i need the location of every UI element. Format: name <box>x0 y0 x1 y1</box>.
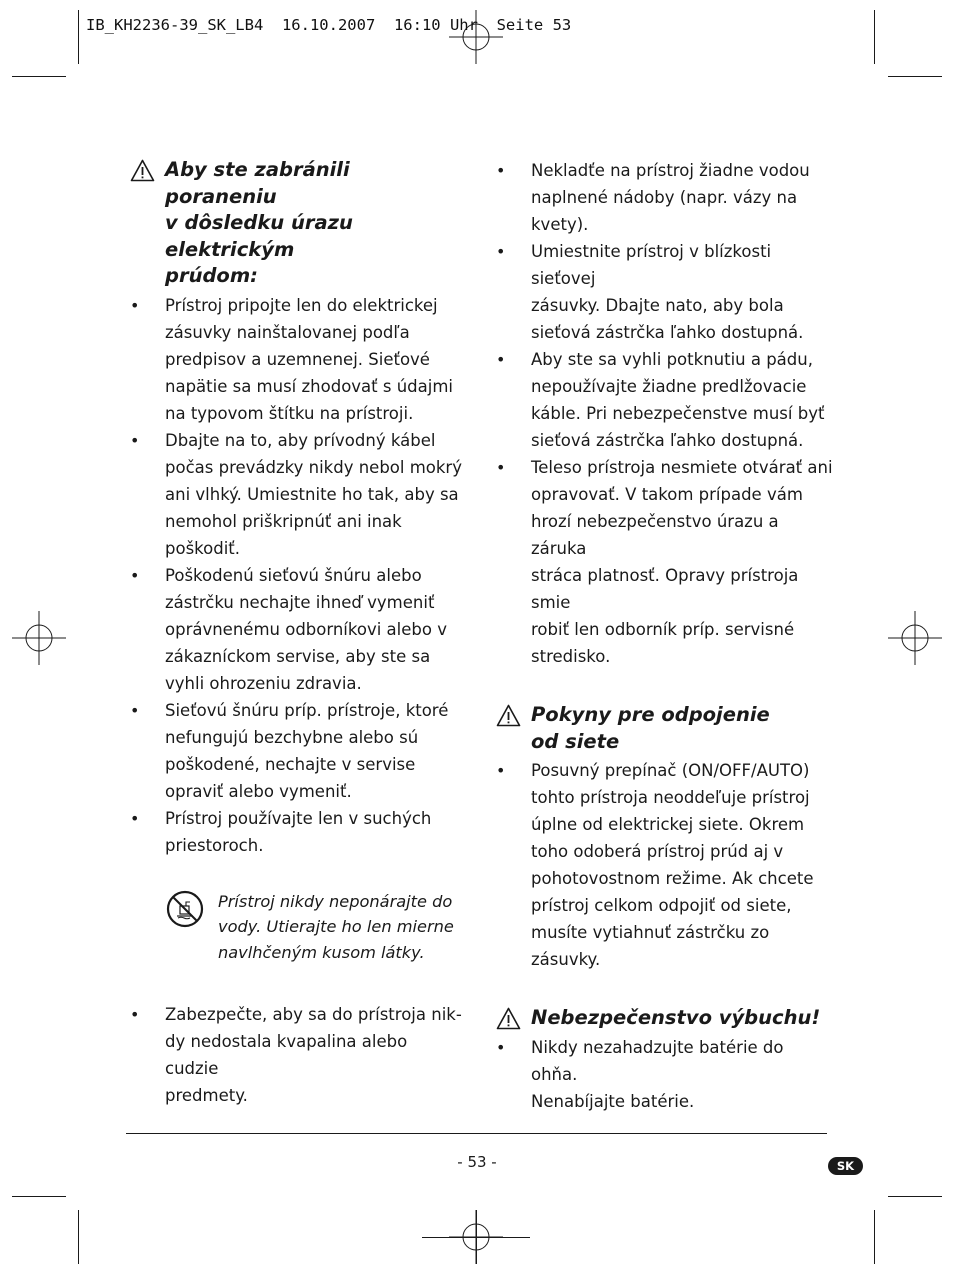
text-line: nemohol priškripnúť ani inak poškodiť. <box>165 511 402 558</box>
text-line: toho odoberá prístroj prúd aj v <box>531 842 784 861</box>
text-line: • Poškodenú sieťovú šnúru alebo <box>165 565 422 585</box>
heading-line: Pokyny pre odpojenie <box>531 703 770 726</box>
crop-mark <box>78 1210 79 1264</box>
crop-mark <box>888 1196 942 1197</box>
left-column <box>130 157 465 1109</box>
section-gap <box>496 973 834 1005</box>
bullet-item <box>496 157 834 238</box>
explosion-heading <box>496 1005 834 1032</box>
footer-divider <box>126 1133 827 1134</box>
text-line: • Prístroj pripojte len do elektrickej <box>165 295 438 315</box>
text-line: prístroj celkom odpojiť od siete, <box>531 896 792 915</box>
text-line: naplnené nádoby (napr. vázy na <box>531 188 798 207</box>
crop-mark <box>888 76 942 77</box>
bullet-item <box>496 454 834 670</box>
bullet-item <box>130 697 465 805</box>
text-line: sieťová zástrčka ľahko dostupná. <box>531 323 804 342</box>
note-line: Prístroj nikdy neponárajte do <box>218 891 453 911</box>
electric-shock-heading <box>130 157 465 290</box>
text-line: Nenabíjajte batérie. <box>531 1091 695 1111</box>
registration-mark-icon <box>12 611 66 665</box>
safety-bullet-list <box>130 292 465 859</box>
text-line: úplne od elektrickej siete. Okrem <box>531 815 805 834</box>
crop-mark <box>874 10 875 64</box>
bullet-item <box>130 1001 465 1109</box>
text-line: na typovom štítku na prístroji. <box>165 403 414 423</box>
warning-triangle-icon <box>496 704 521 727</box>
text-line: predpisov a uzemnenej. Sieťové <box>165 349 430 369</box>
note-line: vody. Utierajte ho len mierne <box>218 917 454 936</box>
text-line: opravovať. V takom prípade vám <box>531 485 803 504</box>
crop-mark <box>12 76 66 77</box>
text-line: sieťová zástrčka ľahko dostupná. <box>531 431 804 450</box>
text-line: • Dbajte na to, aby prívodný kábel <box>165 430 436 450</box>
text-line: nefungujú bezchybne alebo sú <box>165 727 419 747</box>
text-line: stredisko. <box>531 647 611 666</box>
heading-line: Nebezpečenstvo výbuchu! <box>531 1006 821 1029</box>
no-immersion-icon <box>166 890 204 928</box>
language-badge: SK <box>828 1157 863 1175</box>
text-line: poškodené, nechajte v servise <box>165 754 416 774</box>
no-immersion-note <box>130 889 465 966</box>
explosion-bullet-list <box>496 1034 834 1115</box>
disconnect-heading <box>496 702 834 755</box>
text-line: vyhli ohrozeniu zdravia. <box>165 673 362 693</box>
bullet-item <box>496 757 834 973</box>
text-line: zásuvky nainštalovanej podľa <box>165 322 410 342</box>
text-line: priestoroch. <box>165 835 264 855</box>
bullet-item <box>496 238 834 346</box>
warning-triangle-icon <box>130 159 155 182</box>
text-line: • Teleso prístroja nesmiete otvárať ani <box>531 458 833 477</box>
bullet-item <box>130 427 465 562</box>
bullet-item <box>130 562 465 697</box>
note-line: navlhčeným kusom látky. <box>218 942 425 962</box>
text-line: káble. Pri nebezpečenstve musí byť <box>531 404 825 423</box>
text-line: zákazníckom servise, aby ste sa <box>165 646 431 666</box>
heading-line: Aby ste zabránili poraneniu <box>165 158 350 208</box>
text-line: • Zabezpečte, aby sa do prístroja nik- <box>165 1005 462 1024</box>
bullet-item <box>496 1034 834 1115</box>
text-line: počas prevádzky nikdy nebol mokrý <box>165 457 462 477</box>
text-line: tohto prístroja neoddeľuje prístroj <box>531 788 810 807</box>
text-line: hrozí nebezpečenstvo úrazu a záruka <box>531 512 779 558</box>
crop-mark <box>422 1237 530 1238</box>
warning-triangle-icon <box>496 1007 521 1030</box>
text-line: stráca platnosť. Opravy prístroja smie <box>531 566 799 612</box>
text-line: opraviť alebo vymeniť. <box>165 781 352 801</box>
safety-bullet-list <box>130 1001 465 1109</box>
text-line: • Nikdy nezahadzujte batérie do ohňa. <box>531 1037 784 1084</box>
page-number: - 53 - <box>457 1153 497 1171</box>
text-line: dy nedostala kvapalina alebo cudzie <box>165 1032 408 1078</box>
safety-bullet-list <box>496 157 834 670</box>
print-slug: IB_KH2236-39_SK_LB4 16.10.2007 16:10 Uhr Seite 53 <box>86 16 572 34</box>
registration-mark-icon <box>888 611 942 665</box>
text-line: • Posuvný prepínač (ON/OFF/AUTO) <box>531 761 810 780</box>
section-gap <box>496 670 834 702</box>
heading-line: od siete <box>531 729 620 753</box>
bullet-item <box>130 805 465 859</box>
text-line: kvety). <box>531 215 589 234</box>
crop-mark <box>12 1196 66 1197</box>
text-line: napätie sa musí zhodovať s údajmi <box>165 376 454 396</box>
text-line: ani vlhký. Umiestnite ho tak, aby sa <box>165 484 459 504</box>
disconnect-bullet-list <box>496 757 834 973</box>
text-line: • Sieťovú šnúru príp. prístroje, ktoré <box>165 700 449 720</box>
text-line: • Aby ste sa vyhli potknutiu a pádu, <box>531 350 813 369</box>
text-line: zástrčku nechajte ihneď vymeniť <box>165 592 435 612</box>
text-line: nepoužívajte žiadne predlžovacie <box>531 377 807 396</box>
heading-line: prúdom: <box>165 264 258 287</box>
text-line: • Prístroj používajte len v suchých <box>165 808 432 828</box>
crop-mark <box>874 1210 875 1264</box>
text-line: • Nekladťe na prístroj žiadne vodou <box>531 161 810 180</box>
text-line: oprávnenému odborníkovi alebo v <box>165 619 447 639</box>
right-column <box>496 157 834 1115</box>
text-line: • Umiestnite prístroj v blízkosti sieťovej <box>531 242 772 288</box>
text-line: musíte vytiahnuť zástrčku zo zásuvky. <box>531 923 770 969</box>
text-line: predmety. <box>165 1086 248 1105</box>
text-line: pohotovostnom režime. Ak chcete <box>531 869 814 888</box>
bullet-item <box>130 292 465 427</box>
bullet-item <box>496 346 834 454</box>
crop-mark <box>78 10 79 64</box>
text-line: robiť len odborník príp. servisné <box>531 620 795 639</box>
text-line: zásuvky. Dbajte nato, aby bola <box>531 296 784 315</box>
heading-line: v dôsledku úrazu elektrickým <box>165 211 353 261</box>
